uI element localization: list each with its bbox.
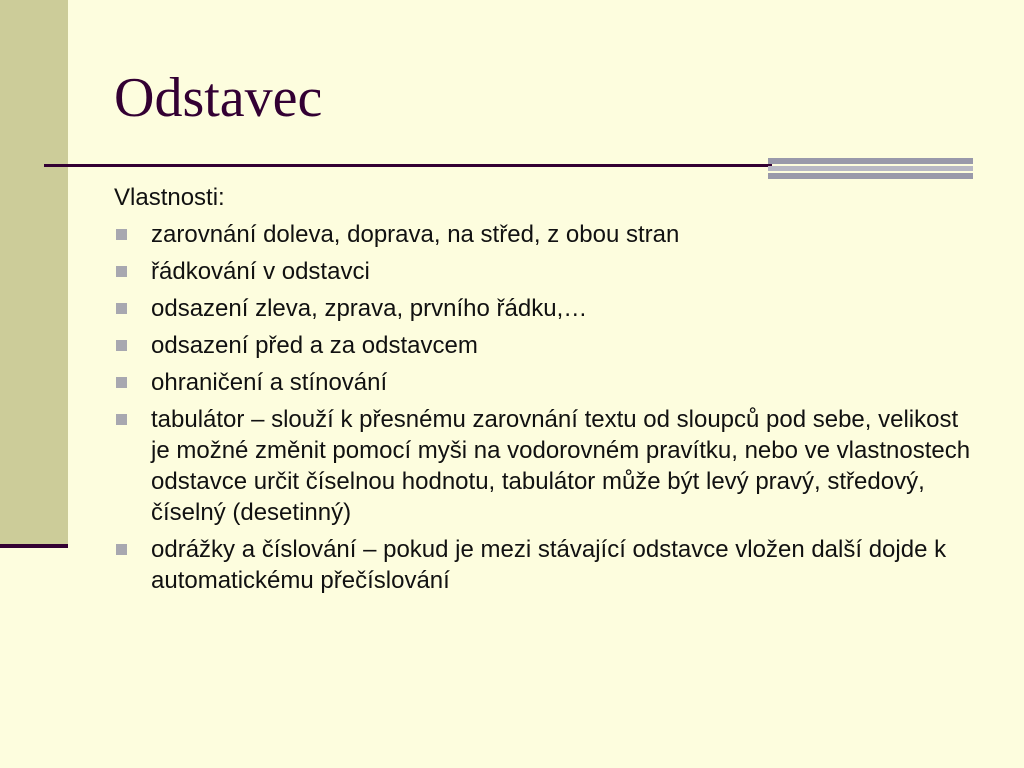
- square-bullet-icon: [116, 266, 127, 277]
- accent-bar-top: [768, 158, 973, 164]
- square-bullet-icon: [116, 340, 127, 351]
- left-band-divider: [0, 544, 68, 548]
- slide-title: Odstavec: [114, 67, 323, 129]
- accent-bar-bottom: [768, 173, 973, 179]
- list-item-text: odsazení zleva, zprava, prvního řádku,…: [151, 295, 588, 322]
- slide-body: [114, 182, 974, 602]
- list-item: [114, 534, 974, 596]
- square-bullet-icon: [116, 229, 127, 240]
- square-bullet-icon: [116, 377, 127, 388]
- title-accent-bars: [768, 158, 973, 179]
- list-item: [114, 293, 974, 324]
- square-bullet-icon: [116, 544, 127, 555]
- list-item-text: tabulátor – slouží k přesnému zarovnání textu od sloupců pod sebe, velikost je možné změnit pomocí myši na vodorovném pravítku, nebo ve vlastnostech odstavce určit číselnou hodnotu, tabulátor může být levý pravý, středový, číselný (desetinný): [151, 406, 971, 526]
- list-item: [114, 404, 974, 528]
- title-underline: [44, 164, 772, 167]
- left-accent-band: [0, 0, 68, 546]
- intro-text: Vlastnosti:: [114, 184, 225, 211]
- list-item: [114, 219, 974, 250]
- list-item: [114, 256, 974, 287]
- list-item: [114, 367, 974, 398]
- list-item: [114, 330, 974, 361]
- square-bullet-icon: [116, 303, 127, 314]
- accent-bar-middle: [768, 166, 973, 171]
- list-item-text: řádkování v odstavci: [151, 258, 370, 285]
- list-item-text: zarovnání doleva, doprava, na střed, z obou stran: [151, 221, 680, 248]
- list-item-text: odrážky a číslování – pokud je mezi stávající odstavce vložen další dojde k automatickému přečíslování: [151, 536, 947, 594]
- square-bullet-icon: [116, 414, 127, 425]
- bullet-list: [114, 219, 974, 596]
- list-item-text: odsazení před a za odstavcem: [151, 332, 478, 359]
- list-item-text: ohraničení a stínování: [151, 369, 388, 396]
